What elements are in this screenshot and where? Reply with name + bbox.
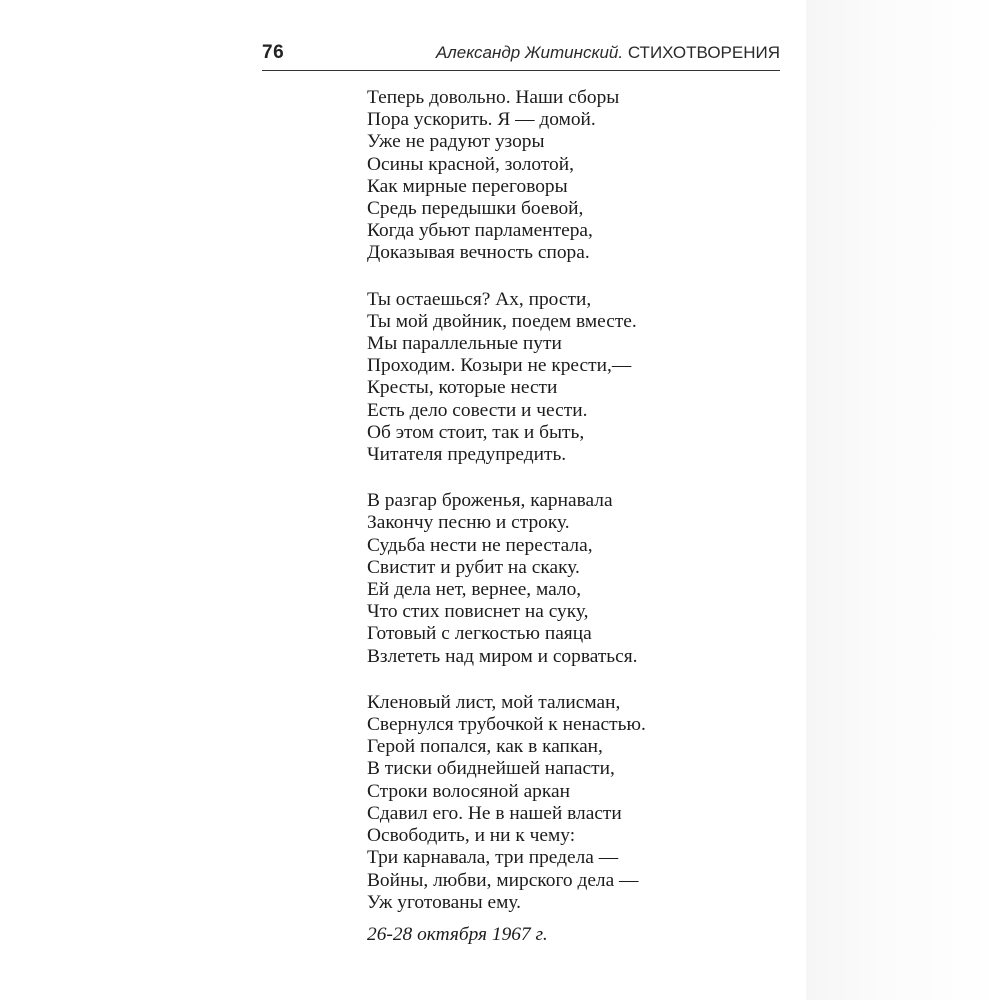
poem-line: Есть дело совести и чести. [367,399,588,421]
poem-line: Освободить, и ни к чему: [367,825,576,847]
poem-line: Свернулся трубочкой к ненастью. [367,714,646,736]
page-number: 76 [262,42,285,63]
stanza-2 [367,289,787,467]
poem-line: Осины красной, золотой, [367,153,574,175]
poem-line: Сдавил его. Не в нашей власти [367,802,622,824]
poem-line: Пора ускорить. Я — домой. [367,109,596,131]
running-title [436,43,780,63]
poem-line: Ей дела нет, вернее, мало, [367,579,582,601]
poem-line: Войны, любви, мирского дела — [367,869,639,891]
poem-line: Свистит и рубит на скаку. [367,556,580,578]
poem-line: Доказывая вечность спора. [367,242,590,264]
poem-line: Уже не радуют узоры [367,131,545,153]
poem-line: Читателя предупредить. [367,444,567,466]
poem-line: Средь передышки боевой, [367,198,584,220]
poem-line: Кленовый лист, мой талисман, [367,691,621,713]
poem-line: Теперь довольно. Наши сборы [367,87,620,108]
poem-line: Готовый с легкостью паяца [367,623,592,645]
poem-line: В тиски обиднейшей напасти, [367,758,615,780]
page-edge-shadow [806,0,1000,1000]
poem-line: Как мирные переговоры [367,175,568,197]
poem-line: Три карнавала, три предела — [367,847,619,869]
stanza-4 [367,692,787,914]
stanza-1 [367,87,787,265]
poem-line: Кресты, которые нести [367,377,558,399]
poem-line: Уж уготованы ему. [367,891,522,913]
poem-line: Проходим. Козыри не крести,— [367,355,632,377]
running-title-book: СТИХОТВОРЕНИЯ [627,43,780,62]
poem-line: Когда убьют парламентера, [367,220,593,242]
poem-line: Взлететь над миром и сорваться. [367,645,638,667]
running-head [262,42,780,68]
stanza-3 [367,490,787,668]
poem-line: Ты мой двойник, поедем вместе. [367,310,637,332]
poem-line: Что стих повиснет на суку, [367,601,589,623]
poem-line: Об этом стоит, так и быть, [367,421,585,443]
poem-date: 26-28 октября 1967 г. [367,924,548,945]
poem-line: Ты остаешься? Ах, прости, [367,288,592,310]
poem-line: Закончу песню и строку. [367,512,570,534]
header-rule [262,70,780,71]
poem-line: Герой попался, как в капкан, [367,736,603,758]
poem-body [367,87,787,938]
poem-line: Строки волосяной аркан [367,780,570,802]
poem-line: Мы параллельные пути [367,333,562,355]
running-title-author: Александр Житинский. [435,43,624,62]
poem-line: Судьба нести не перестала, [367,534,593,556]
poem-line: В разгар броженья, карнавала [367,490,613,512]
